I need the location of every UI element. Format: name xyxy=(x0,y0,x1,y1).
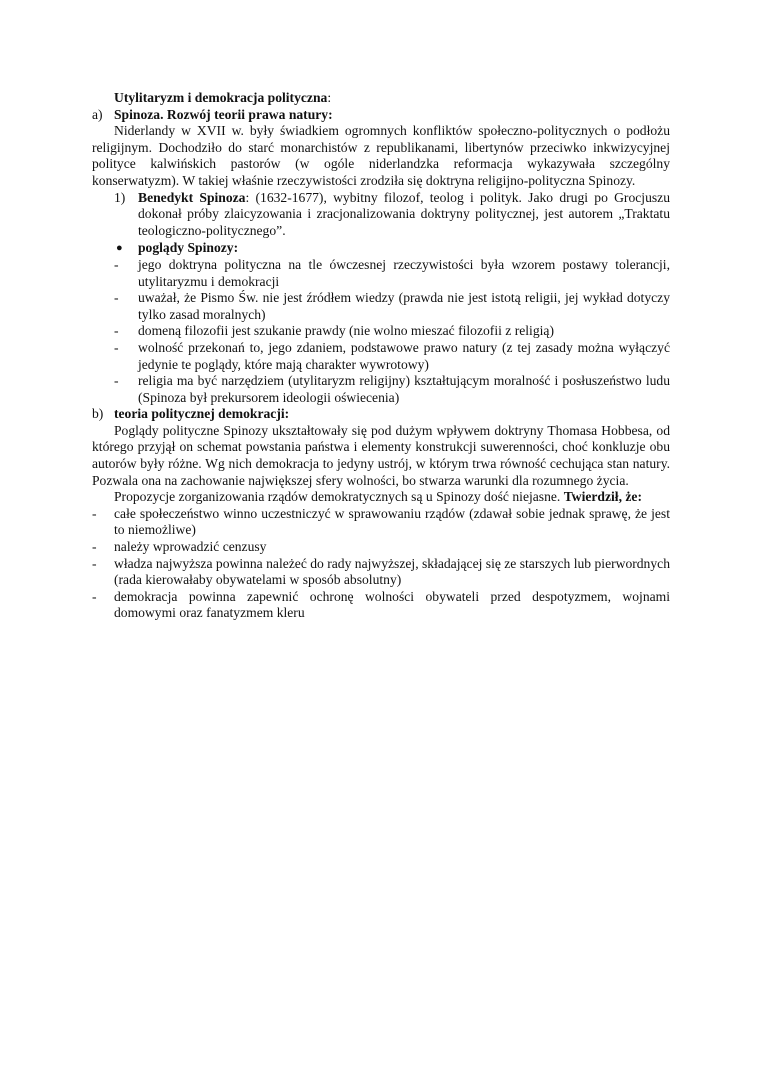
item-1-name: Benedykt Spinoza xyxy=(138,189,246,205)
claims-list xyxy=(92,506,670,622)
bullet-views-heading xyxy=(92,240,670,257)
list-item xyxy=(92,539,670,556)
paragraph-2-colon: : xyxy=(637,489,642,505)
list-item xyxy=(92,323,670,340)
document-content xyxy=(92,90,670,622)
item-1-text: : (1632-1677), wybitny filozof, teolog i polityk. Jako drugi po Grocjuszu dokonał próby zlaicyzowania i zracjonalizowania doktryny politycznej, jest autorem „Traktatu teologiczno-politycznego”. xyxy=(138,189,670,238)
dash-marker: - xyxy=(92,539,97,555)
section-b-heading-text: teoria politycznej demokracji xyxy=(114,406,285,422)
bullet-label: poglądy Spinozy xyxy=(138,240,234,256)
views-list xyxy=(92,257,670,406)
section-b-heading xyxy=(92,406,670,423)
section-a-heading-text: Spinoza. Rozwój teorii prawa natury xyxy=(114,106,329,122)
title-text: Utylitaryzm i demokracja polityczna xyxy=(114,90,328,105)
list-item xyxy=(92,373,670,406)
paragraph-2-bold: Twierdził, że xyxy=(563,489,638,505)
section-b-paragraph-2 xyxy=(92,489,670,506)
section-a-paragraph: Niderlandy w XVII w. były świadkiem ogromnych konfliktów społeczno-politycznych o podłożu religijnym. Dochodziło do starć monarchistów z republikanami, libertynów przeciwko inkwizycyjnej polityce kalwińskich pastorów (w ogóle niderlandzka reformacja wykazywała szczególny konserwatyzm). W takiej właśnie rzeczywistości zrodziła się doktryna religijno-polityczna Spinozy. xyxy=(92,123,670,188)
list-item xyxy=(92,556,670,589)
list-item-text: należy wprowadzić cenzusy xyxy=(114,539,267,555)
list-item xyxy=(92,257,670,290)
list-item xyxy=(92,506,670,539)
title-colon: : xyxy=(327,90,332,105)
document-title xyxy=(92,90,670,107)
item-1-label: 1) xyxy=(114,189,126,205)
paragraph-2-text: Propozycje zorganizowania rządów demokratycznych są u Spinozy dość niejasne. xyxy=(114,489,564,505)
dash-marker: - xyxy=(114,290,119,306)
list-item-text: uważał, że Pismo Św. nie jest źródłem wiedzy (prawda nie jest istotą religii, jej wykład dotyczy tylko zasad moralnych) xyxy=(138,290,670,322)
list-item xyxy=(92,340,670,373)
list-item-text: jego doktryna polityczna na tle ówczesnej rzeczywistości była wzorem postawy tolerancji, utylitaryzmu i demokracji xyxy=(138,256,670,289)
list-item-text: całe społeczeństwo winno uczestniczyć w sprawowaniu rządów (zdawał sobie jednak sprawę, że jest to niemożliwe) xyxy=(114,505,670,538)
dash-marker: - xyxy=(92,555,97,571)
dash-marker: - xyxy=(114,323,119,339)
list-item-text: demokracja powinna zapewnić ochronę wolności obywateli przed despotyzmem, wojnami domowymi oraz fanatyzmem kleru xyxy=(114,588,670,621)
list-item xyxy=(92,290,670,323)
item-benedykt-spinoza xyxy=(92,190,670,240)
dash-marker: - xyxy=(92,588,97,604)
list-item xyxy=(92,589,670,622)
list-item-text: religia ma być narzędziem (utylitaryzm religijny) kształtującym moralność i posłuszeństwo ludu (Spinoza był prekursorem ideologii oświecenia) xyxy=(138,373,670,405)
bullet-colon: : xyxy=(233,240,239,256)
section-a-heading xyxy=(92,107,670,124)
section-b-label: b) xyxy=(92,406,104,422)
list-item-text: wolność przekonań to, jego zdaniem, podstawowe prawo natury (z tej zasady można wyłączyć jedynie te poglądy, które mają charakter wywrotowy) xyxy=(138,339,670,372)
section-a-heading-colon: : xyxy=(328,106,333,122)
bullet-dot-icon: ● xyxy=(116,242,123,255)
section-b-paragraph-1: Poglądy polityczne Spinozy ukształtowały się pod dużym wpływem doktryny Thomasa Hobbesa, od którego przyjął on schemat powstania państwa i elementy konstrukcji suwerenności, choć konkluzje obu autorów były różne. Wg nich demokracja to jedyny ustrój, w którym trwa równość cechująca stan natury. Pozwala ona na zachowanie największej sfery wolności, bo stwarza warunki dla rozumnego życia. xyxy=(92,422,670,488)
dash-marker: - xyxy=(114,373,119,389)
section-b-heading-colon: : xyxy=(284,406,290,422)
list-item-text: władza najwyższa powinna należeć do rady najwyższej, składającej się ze starszych lub pierwordnych (rada kierowałaby obywatelami w sposób absolutny) xyxy=(114,555,670,588)
section-a-label: a) xyxy=(92,106,103,122)
dash-marker: - xyxy=(114,339,119,355)
dash-marker: - xyxy=(114,256,119,272)
dash-marker: - xyxy=(92,505,97,521)
list-item-text: domeną filozofii jest szukanie prawdy (nie wolno mieszać filozofii z religią) xyxy=(138,323,554,339)
